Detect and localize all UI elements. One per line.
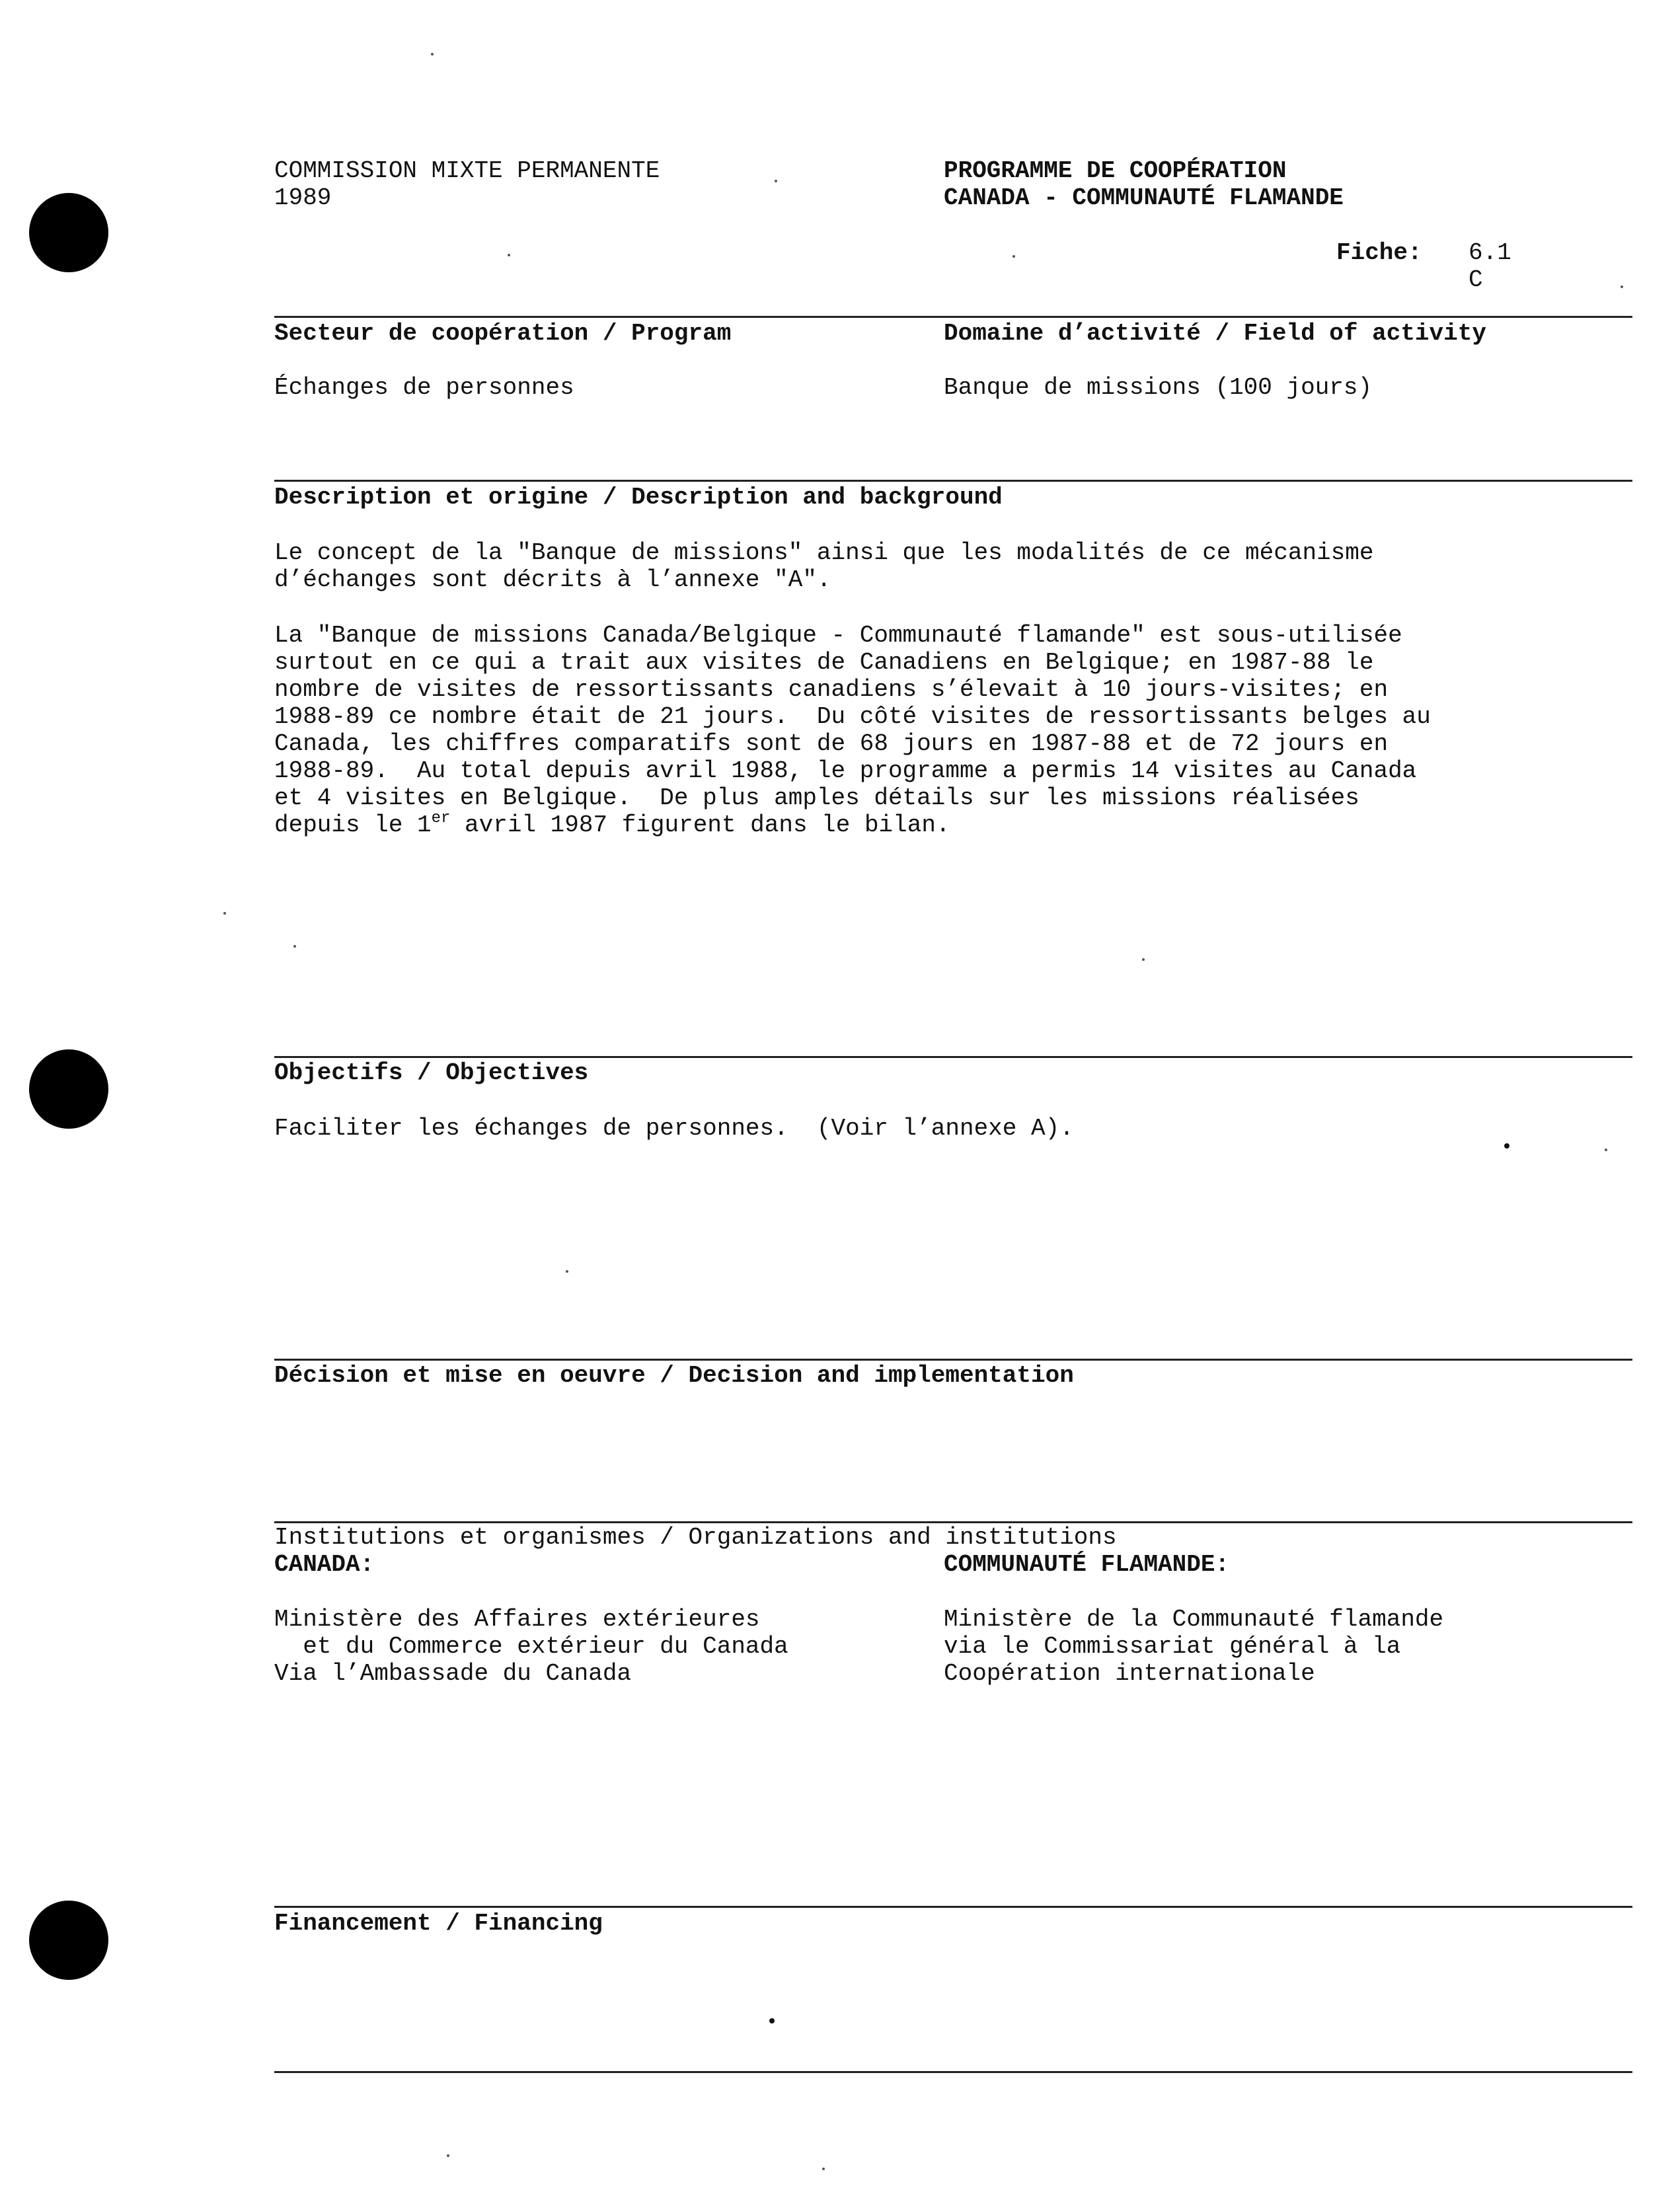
flamande-org-line: Coopération internationale bbox=[944, 1660, 1315, 1687]
objectives-text: Faciliter les échanges de personnes. (Voir l’annexe A). bbox=[274, 1115, 1074, 1142]
description-last-after: avril 1987 figurent dans le bilan. bbox=[450, 812, 950, 839]
scan-speck bbox=[769, 2018, 775, 2023]
canada-org-line: et du Commerce extérieur du Canada bbox=[274, 1633, 788, 1660]
decision-heading: Décision et mise en oeuvre / Decision and implementation bbox=[274, 1362, 1074, 1389]
objectives-heading: Objectifs / Objectives bbox=[274, 1059, 589, 1086]
scan-speck bbox=[1621, 285, 1623, 288]
secteur-value: Échanges de personnes bbox=[274, 374, 574, 401]
description-heading: Description et origine / Description and background bbox=[274, 484, 1003, 511]
fiche-label: Fiche: bbox=[1336, 239, 1422, 266]
secteur-heading: Secteur de coopération / Program bbox=[274, 320, 732, 347]
divider bbox=[274, 2071, 1632, 2073]
fiche-number: 6.1 bbox=[1469, 239, 1511, 266]
scan-speck bbox=[1012, 255, 1015, 258]
domaine-heading: Domaine d’activité / Field of activity bbox=[944, 320, 1486, 347]
scan-speck bbox=[566, 1270, 568, 1273]
scan-speck bbox=[508, 254, 510, 256]
fiche-sub: C bbox=[1469, 266, 1483, 293]
commission-title: COMMISSION MIXTE PERMANENTE bbox=[274, 157, 660, 184]
canada-label: CANADA: bbox=[274, 1551, 375, 1578]
divider bbox=[274, 316, 1632, 318]
description-line: Canada, les chiffres comparatifs sont de 68 jours en 1987-88 et de 72 jours en bbox=[274, 730, 1389, 757]
description-line: La "Banque de missions Canada/Belgique - Communauté flamande" est sous-utilisée bbox=[274, 622, 1402, 649]
divider bbox=[274, 480, 1632, 482]
description-line: 1988-89. Au total depuis avril 1988, le programme a permis 14 visites au Canada bbox=[274, 757, 1417, 784]
scan-speck bbox=[1142, 958, 1145, 961]
scan-speck bbox=[223, 912, 226, 915]
scan-speck bbox=[1504, 1143, 1509, 1149]
description-line: surtout en ce qui a trait aux visites de Canadiens en Belgique; en 1987-88 le bbox=[274, 649, 1374, 676]
description-line: nombre de visites de ressortissants canadiens s’élevait à 10 jours-visites; en bbox=[274, 676, 1389, 703]
divider bbox=[274, 1056, 1632, 1058]
divider bbox=[274, 1906, 1632, 1908]
institutions-heading: Institutions et organismes / Organizations and institutions bbox=[274, 1524, 1117, 1551]
canada-org-line: Ministère des Affaires extérieures bbox=[274, 1606, 760, 1633]
scan-speck bbox=[1605, 1149, 1607, 1151]
description-line: d’échanges sont décrits à l’annexe "A". bbox=[274, 566, 831, 593]
scan-speck bbox=[447, 2154, 449, 2157]
description-line: Le concept de la "Banque de missions" ainsi que les modalités de ce mécanisme bbox=[274, 539, 1374, 566]
ordinal-superscript: er bbox=[431, 810, 451, 827]
flamande-org-line: via le Commissariat général à la bbox=[944, 1633, 1401, 1660]
punch-hole-middle bbox=[29, 1049, 108, 1129]
description-line: 1988-89 ce nombre était de 21 jours. Du côté visites de ressortissants belges au bbox=[274, 703, 1431, 730]
commission-year: 1989 bbox=[274, 184, 332, 211]
scan-speck bbox=[431, 53, 434, 56]
punch-hole-top bbox=[29, 193, 108, 272]
financing-heading: Financement / Financing bbox=[274, 1910, 603, 1937]
canada-org-line: Via l’Ambassade du Canada bbox=[274, 1660, 632, 1687]
scan-speck bbox=[293, 945, 296, 948]
flamande-label: COMMUNAUTÉ FLAMANDE: bbox=[944, 1551, 1230, 1578]
punch-hole-bottom bbox=[29, 1901, 108, 1980]
programme-subtitle: CANADA - COMMUNAUTÉ FLAMANDE bbox=[944, 184, 1344, 211]
divider bbox=[274, 1359, 1632, 1361]
programme-title: PROGRAMME DE COOPÉRATION bbox=[944, 157, 1287, 184]
flamande-org-line: Ministère de la Communauté flamande bbox=[944, 1606, 1444, 1633]
divider bbox=[274, 1521, 1632, 1523]
description-line: et 4 visites en Belgique. De plus amples détails sur les missions réalisées bbox=[274, 784, 1359, 812]
scan-speck bbox=[822, 2168, 825, 2170]
scan-speck bbox=[775, 180, 777, 182]
domaine-value: Banque de missions (100 jours) bbox=[944, 374, 1373, 401]
description-last-line bbox=[274, 812, 950, 839]
description-last-before: depuis le 1 bbox=[274, 812, 432, 839]
